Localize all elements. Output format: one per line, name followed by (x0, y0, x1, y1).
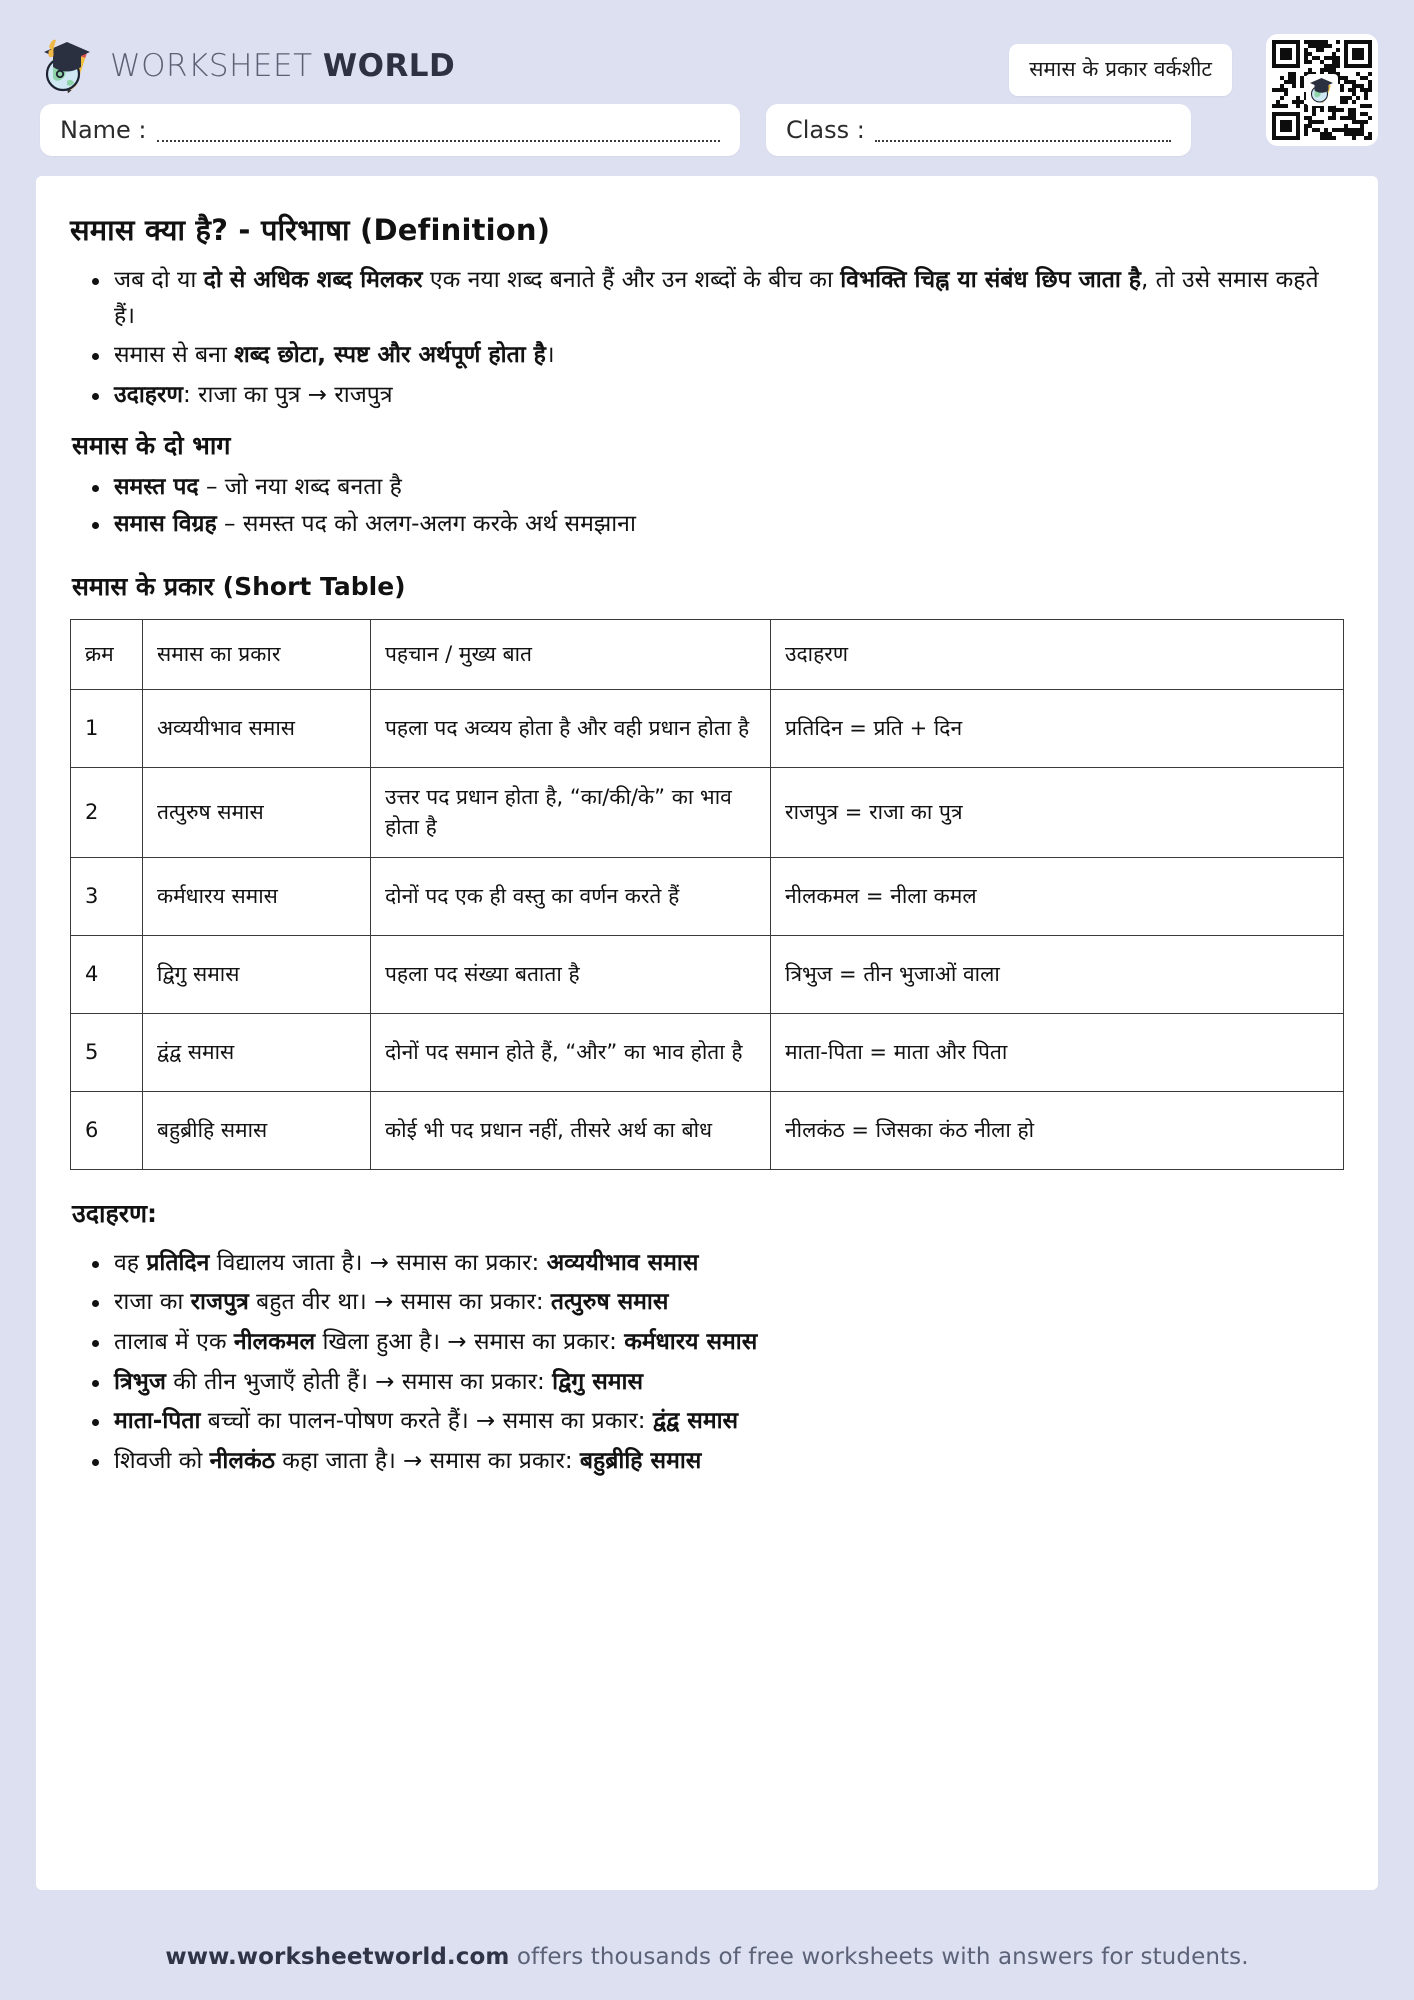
bullet-emphasis: कर्मधारय समास (624, 1329, 758, 1355)
table-header-row (71, 619, 1344, 689)
definition-heading: समास क्या है? - परिभाषा (Definition) (70, 213, 551, 247)
table-body (71, 689, 1344, 1169)
cell-serial: 5 (71, 1013, 143, 1091)
table-row (71, 857, 1344, 935)
example-bullet (70, 1246, 1344, 1282)
cell-identification: दोनों पद समान होते हैं, “और” का भाव होता है (371, 1013, 771, 1091)
worksheet-title-badge: समास के प्रकार वर्कशीट (1009, 44, 1232, 96)
class-field[interactable] (766, 104, 1191, 156)
table-column-header: उदाहरण (771, 619, 1344, 689)
bullet-emphasis: प्रतिदिन (146, 1249, 210, 1276)
bullet-emphasis: माता-पिता (114, 1408, 201, 1435)
two-parts-heading: समास के दो भाग (72, 430, 231, 460)
bullet-text: की तीन भुजाएँ होती हैं। → समास का प्रकार: (165, 1368, 553, 1395)
two-parts-bullet-list (70, 470, 1344, 543)
cell-samas-type: कर्मधारय समास (143, 857, 371, 935)
table-row (71, 1091, 1344, 1169)
table-column-header: पहचान / मुख्य बात (371, 619, 771, 689)
bullet-text: । (545, 342, 555, 369)
cell-samas-type: द्विगु समास (143, 935, 371, 1013)
example-bullet (70, 1365, 1344, 1401)
cell-serial: 2 (71, 767, 143, 857)
table-row (71, 689, 1344, 767)
cell-identification: पहला पद अव्यय होता है और वही प्रधान होता है (371, 689, 771, 767)
bullet-emphasis: द्विगु समास (552, 1368, 644, 1395)
bullet-emphasis: समस्त पद (114, 473, 199, 500)
cell-serial: 3 (71, 857, 143, 935)
cell-serial: 1 (71, 689, 143, 767)
qr-center-logo-icon (1306, 74, 1338, 106)
bullet-text: जब दो या (114, 267, 204, 293)
name-field[interactable] (40, 104, 740, 156)
cell-serial: 4 (71, 935, 143, 1013)
cell-identification: पहला पद संख्या बताता है (371, 935, 771, 1013)
table-row (71, 935, 1344, 1013)
table-column-header: समास का प्रकार (143, 619, 371, 689)
cell-identification: कोई भी पद प्रधान नहीं, तीसरे अर्थ का बोध (371, 1091, 771, 1169)
bullet-emphasis: अव्ययीभाव समास (546, 1249, 699, 1276)
bullet-emphasis: समास विग्रह (114, 511, 217, 538)
bullet-text: : राजा का पुत्र → राजपुत्र (183, 381, 393, 408)
samas-types-table (70, 619, 1344, 1170)
cell-samas-type: अव्ययीभाव समास (143, 689, 371, 767)
page-header (0, 0, 1414, 170)
class-input-line[interactable] (875, 140, 1171, 142)
bullet-text: – जो नया शब्द बनता है (198, 473, 402, 500)
definition-bullet-list (70, 263, 1344, 414)
cell-example: राजपुत्र = राजा का पुत्र (771, 767, 1344, 857)
example-bullet (70, 1325, 1344, 1361)
brand-title-first: WORKSHEET (110, 48, 313, 84)
name-input-line[interactable] (157, 140, 720, 142)
bullet-text: , तो उसे समास कहते हैं। (114, 267, 1319, 329)
table-head (71, 619, 1344, 689)
bullet-emphasis: नीलकमल (233, 1329, 316, 1355)
cell-example: माता-पिता = माता और पिता (771, 1013, 1344, 1091)
example-bullet (70, 1285, 1344, 1321)
cell-samas-type: द्वंद्व समास (143, 1013, 371, 1091)
bullet-text: समास से बना (114, 342, 235, 369)
bullet-text: तालाब में एक (114, 1329, 234, 1355)
bullet-emphasis: त्रिभुज (114, 1368, 166, 1395)
worksheet-sheet (36, 176, 1378, 1890)
cell-identification: उत्तर पद प्रधान होता है, “का/की/के” का भाव होता है (371, 767, 771, 857)
bullet-text: कहा जाता है। → समास का प्रकार: (275, 1447, 580, 1474)
cell-example: प्रतिदिन = प्रति + दिन (771, 689, 1344, 767)
definition-bullet (70, 263, 1344, 334)
page-footer (0, 1944, 1414, 1970)
cell-serial: 6 (71, 1091, 143, 1169)
bullet-emphasis: दो से अधिक शब्द मिलकर (203, 267, 423, 293)
cell-samas-type: बहुब्रीहि समास (143, 1091, 371, 1169)
name-label: Name : (60, 116, 147, 144)
example-bullet (70, 1444, 1344, 1480)
bullet-text: बच्चों का पालन-पोषण करते हैं। → समास का प्रकार: (200, 1408, 653, 1435)
definition-bullet (70, 378, 1344, 414)
bullet-text: – समस्त पद को अलग-अलग करके अर्थ समझाना (216, 511, 636, 538)
bullet-emphasis: बहुब्रीहि समास (579, 1447, 702, 1474)
definition-bullet (70, 338, 1344, 374)
footer-site[interactable]: www.worksheetworld.com (165, 1944, 510, 1970)
bullet-text: खिला हुआ है। → समास का प्रकार: (315, 1329, 625, 1355)
class-label: Class : (786, 116, 865, 144)
bullet-text: शिवजी को (114, 1447, 210, 1474)
bullet-text: एक नया शब्द बनाते हैं और उन शब्दों के बीच का (422, 267, 841, 293)
bullet-text: वह (114, 1249, 147, 1276)
bullet-emphasis: द्वंद्व समास (652, 1408, 739, 1435)
cell-example: त्रिभुज = तीन भुजाओं वाला (771, 935, 1344, 1013)
bullet-text: राजा का (114, 1289, 191, 1316)
two-parts-bullet (70, 470, 1344, 506)
graduation-cap-globe-pencil-icon (40, 36, 96, 96)
bullet-text: बहुत वीर था। → समास का प्रकार: (248, 1289, 551, 1316)
table-row (71, 1013, 1344, 1091)
bullet-emphasis: राजपुत्र (190, 1289, 249, 1316)
cell-samas-type: तत्पुरुष समास (143, 767, 371, 857)
footer-tagline: offers thousands of free worksheets with answers for students. (509, 1944, 1249, 1970)
examples-heading: उदाहरण: (72, 1198, 158, 1228)
bullet-emphasis: शब्द छोटा, स्पष्ट और अर्थपूर्ण होता है (234, 342, 546, 369)
example-bullet (70, 1404, 1344, 1440)
bullet-emphasis: विभक्ति चिह्न या संबंध छिप जाता है (840, 267, 1142, 293)
cell-example: नीलकमल = नीला कमल (771, 857, 1344, 935)
brand-title (110, 48, 455, 84)
cell-example: नीलकंठ = जिसका कंठ नीला हो (771, 1091, 1344, 1169)
cell-identification: दोनों पद एक ही वस्तु का वर्णन करते हैं (371, 857, 771, 935)
table-row (71, 767, 1344, 857)
types-table-heading: समास के प्रकार (Short Table) (72, 571, 406, 601)
brand (40, 36, 455, 96)
brand-title-second: WORLD (322, 48, 456, 84)
bullet-emphasis: तत्पुरुष समास (550, 1289, 669, 1316)
bullet-emphasis: उदाहरण (114, 381, 184, 408)
bullet-text: विद्यालय जाता है। → समास का प्रकार: (209, 1249, 547, 1276)
two-parts-bullet (70, 507, 1344, 543)
examples-bullet-list (70, 1246, 1344, 1480)
bullet-emphasis: नीलकंठ (209, 1447, 275, 1474)
table-column-header: क्रम (71, 619, 143, 689)
student-fields (40, 104, 1378, 156)
